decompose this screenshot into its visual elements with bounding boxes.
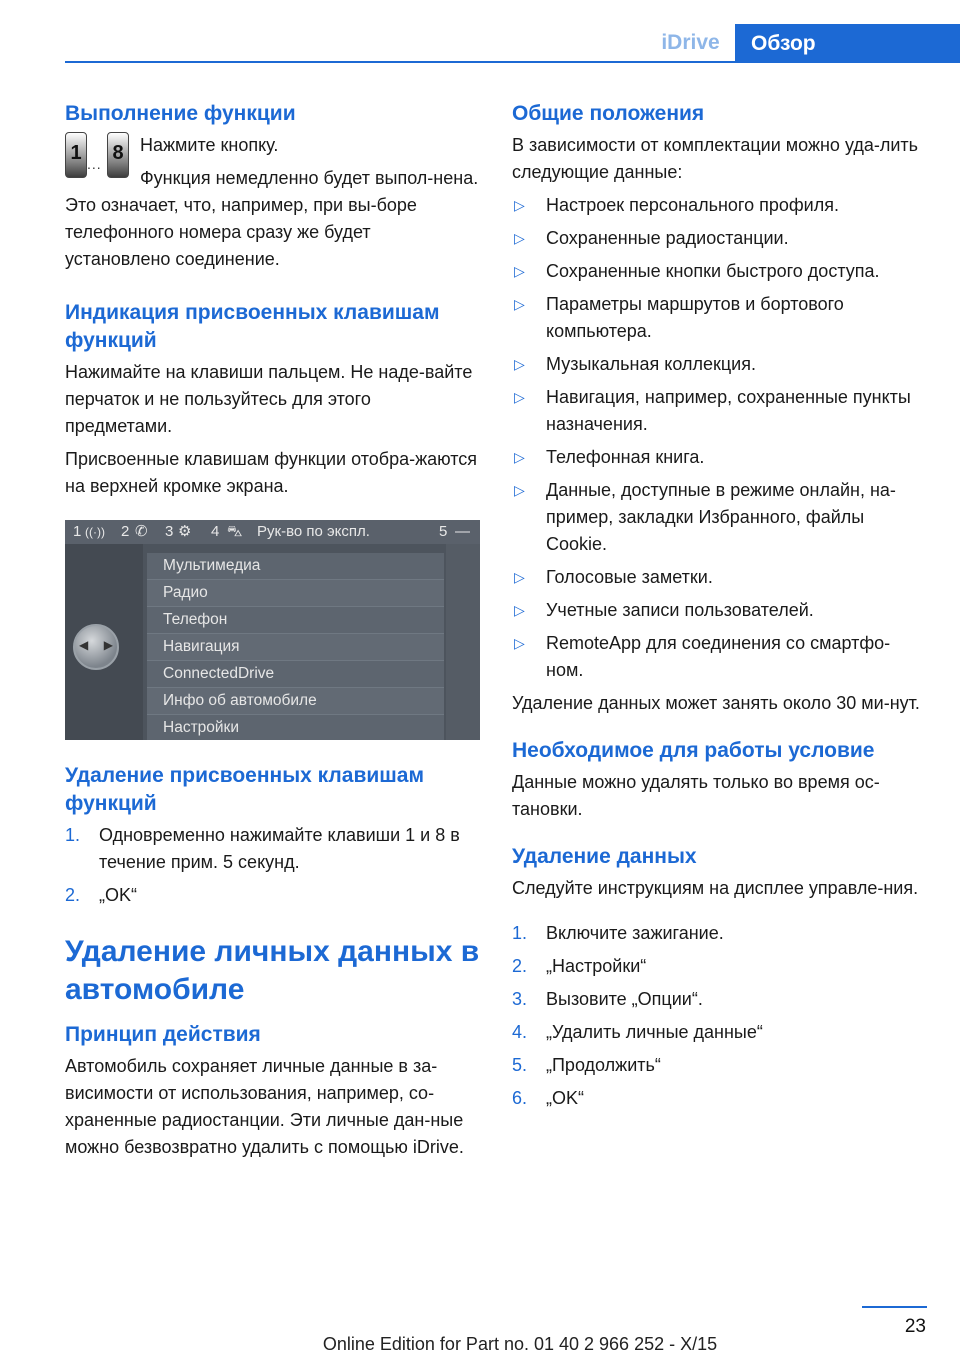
screen-key-2: 2 [121, 523, 130, 540]
list-item-text: Навигация, например, сохраненные пункты назначения. [546, 387, 911, 434]
list-item [512, 258, 927, 285]
phone-icon: ✆ [135, 523, 148, 540]
screen-menu-item: Навигация [147, 634, 444, 661]
header-rule [65, 61, 960, 63]
step-text: Одновременно нажимайте клавиши 1 и 8 в течение прим. 5 секунд. [99, 825, 460, 872]
right-column [512, 100, 927, 1118]
execute-function-block [65, 132, 480, 273]
list-item [512, 384, 927, 438]
heading-general: Общие положения [512, 102, 705, 125]
car-icon: ⛍ [227, 523, 243, 540]
list-item [512, 630, 927, 684]
key-dots: ... [87, 156, 102, 172]
step-text: „Продолжить“ [546, 1055, 661, 1075]
left-column [65, 100, 480, 1167]
bullet-triangle-icon: ▷ [514, 296, 525, 312]
list-item [512, 192, 927, 219]
screen-menu-item: Телефон [147, 607, 444, 634]
screen-menu-list [147, 553, 444, 740]
screen-favorites-bar [65, 520, 480, 544]
list-item-text: Телефонная книга. [546, 447, 705, 467]
antenna-icon: ((·)) [85, 525, 105, 539]
bullet-triangle-icon: ▷ [514, 449, 525, 465]
general-items-list [512, 192, 927, 684]
key-8-icon: 8 [107, 132, 129, 178]
list-item [512, 1052, 927, 1079]
list-item-text: Настроек персонального профиля. [546, 195, 839, 215]
list-item [512, 597, 927, 624]
step-number: 2. [65, 885, 81, 905]
screen-manual-label: Рук-во по экспл. [257, 523, 370, 540]
screen-menu-item: Инфо об автомобиле [147, 688, 444, 715]
screen-key-5: 5 [439, 523, 448, 540]
step-text: „OK“ [546, 1088, 584, 1108]
indication-paragraph-2: Присвоенные клавишам функции отобра-жаются на верхней кромке экрана. [65, 449, 478, 496]
list-item [512, 291, 927, 345]
idrive-screen-image [65, 520, 480, 740]
bullet-triangle-icon: ▷ [514, 263, 525, 279]
screen-right-panel [446, 544, 480, 740]
step-number: 6. [512, 1088, 528, 1108]
list-item-text: Учетные записи пользователей. [546, 600, 814, 620]
bullet-triangle-icon: ▷ [514, 569, 525, 585]
press-button-text: Нажмите кнопку. [140, 135, 279, 155]
step-text: „Удалить личные данные“ [546, 1022, 763, 1042]
heading-delete-data: Удаление данных [512, 845, 697, 868]
step-number: 3. [512, 989, 528, 1009]
screen-key-4: 4 [211, 523, 220, 540]
list-item-text: Голосовые заметки. [546, 567, 713, 587]
list-item [512, 1085, 927, 1112]
indication-paragraph-1: Нажимайте на клавиши пальцем. Не наде-вайте перчаток и не пользуйтесь для этого предметами. [65, 362, 473, 436]
bullet-triangle-icon: ▷ [514, 389, 525, 405]
list-item [512, 351, 927, 378]
heading-execute-function: Выполнение функции [65, 102, 296, 125]
screen-menu-item: Радио [147, 580, 444, 607]
heading-key-indication: Индикация присвоенных клавишам функций [65, 301, 440, 352]
list-item-text: Сохраненные кнопки быстрого доступа. [546, 261, 880, 281]
execute-function-text: Функция немедленно будет выпол-нена. Это означает, что, например, при вы-боре телефонного номера сразу же будет установлено соединение. [65, 168, 479, 269]
bullet-triangle-icon: ▷ [514, 482, 525, 498]
screen-menu-item: ConnectedDrive [147, 661, 444, 688]
list-item-text: RemoteApp для соединения со смартфо-ном. [546, 633, 891, 680]
delete-keys-steps [65, 822, 480, 909]
heading-condition: Необходимое для работы условие [512, 739, 875, 762]
list-item [512, 477, 927, 558]
bullet-triangle-icon: ▷ [514, 230, 525, 246]
header-tab-idrive: iDrive [661, 31, 720, 54]
step-text: „OK“ [99, 885, 137, 905]
gear-icon: ⚙ [178, 523, 192, 540]
list-item [512, 986, 927, 1013]
screen-menu-item: Настройки [147, 715, 444, 740]
list-item-text: Параметры маршрутов и бортового компьютера. [546, 294, 844, 341]
header-tab-overview: Обзор [735, 24, 960, 63]
list-item [512, 920, 927, 947]
list-item [512, 953, 927, 980]
bullet-triangle-icon: ▷ [514, 197, 525, 213]
delete-data-text: Следуйте инструкциям на дисплее управле-ния. [512, 878, 919, 898]
general-note: Удаление данных может занять около 30 ми-нут. [512, 693, 920, 713]
list-item [65, 882, 480, 909]
bullet-triangle-icon: ▷ [514, 602, 525, 618]
list-item [512, 1019, 927, 1046]
dash-icon: — [455, 523, 470, 540]
step-text: Включите зажигание. [546, 923, 724, 943]
heading-delete-key-functions: Удаление присвоенных клавишам функций [65, 764, 424, 815]
list-item-text: Музыкальная коллекция. [546, 354, 756, 374]
screen-key-1: 1 [73, 523, 82, 540]
delete-data-steps [512, 920, 927, 1112]
list-item-text: Сохраненные радиостанции. [546, 228, 789, 248]
step-text: „Настройки“ [546, 956, 647, 976]
condition-text: Данные можно удалять только во время ос-тановки. [512, 772, 880, 819]
step-text: Вызовите „Опции“. [546, 989, 703, 1009]
page-number: 23 [904, 1316, 926, 1337]
bullet-triangle-icon: ▷ [514, 356, 525, 372]
list-item [512, 564, 927, 591]
list-item [512, 444, 927, 471]
heading-delete-personal-data: Удаление личных данных в автомобиле [65, 935, 480, 1006]
footer-rule [862, 1306, 927, 1308]
step-number: 5. [512, 1055, 528, 1075]
footer-edition: Online Edition for Part no. 01 40 2 966 252 - X/15 [322, 1334, 718, 1354]
list-item [65, 822, 480, 876]
step-number: 1. [512, 923, 528, 943]
function-keys-icon [65, 132, 129, 180]
screen-key-3: 3 [165, 523, 174, 540]
screen-menu-item: Мультимедиа [147, 553, 444, 580]
principle-text: Автомобиль сохраняет личные данные в за-висимости от использования, например, со-храненные радиостанции. Эти личные дан-ные можно безвозвратно удалить с помощью iDrive. [65, 1056, 464, 1157]
controller-icon: ◀ ▶ [73, 624, 119, 670]
heading-principle: Принцип действия [65, 1023, 261, 1046]
step-number: 1. [65, 825, 81, 845]
step-number: 4. [512, 1022, 528, 1042]
key-1-icon: 1 [65, 132, 87, 178]
bullet-triangle-icon: ▷ [514, 635, 525, 651]
step-number: 2. [512, 956, 528, 976]
list-item [512, 225, 927, 252]
general-text: В зависимости от комплектации можно уда-лить следующие данные: [512, 135, 919, 182]
list-item-text: Данные, доступные в режиме онлайн, на-пример, закладки Избранного, файлы Cookie. [546, 480, 896, 554]
